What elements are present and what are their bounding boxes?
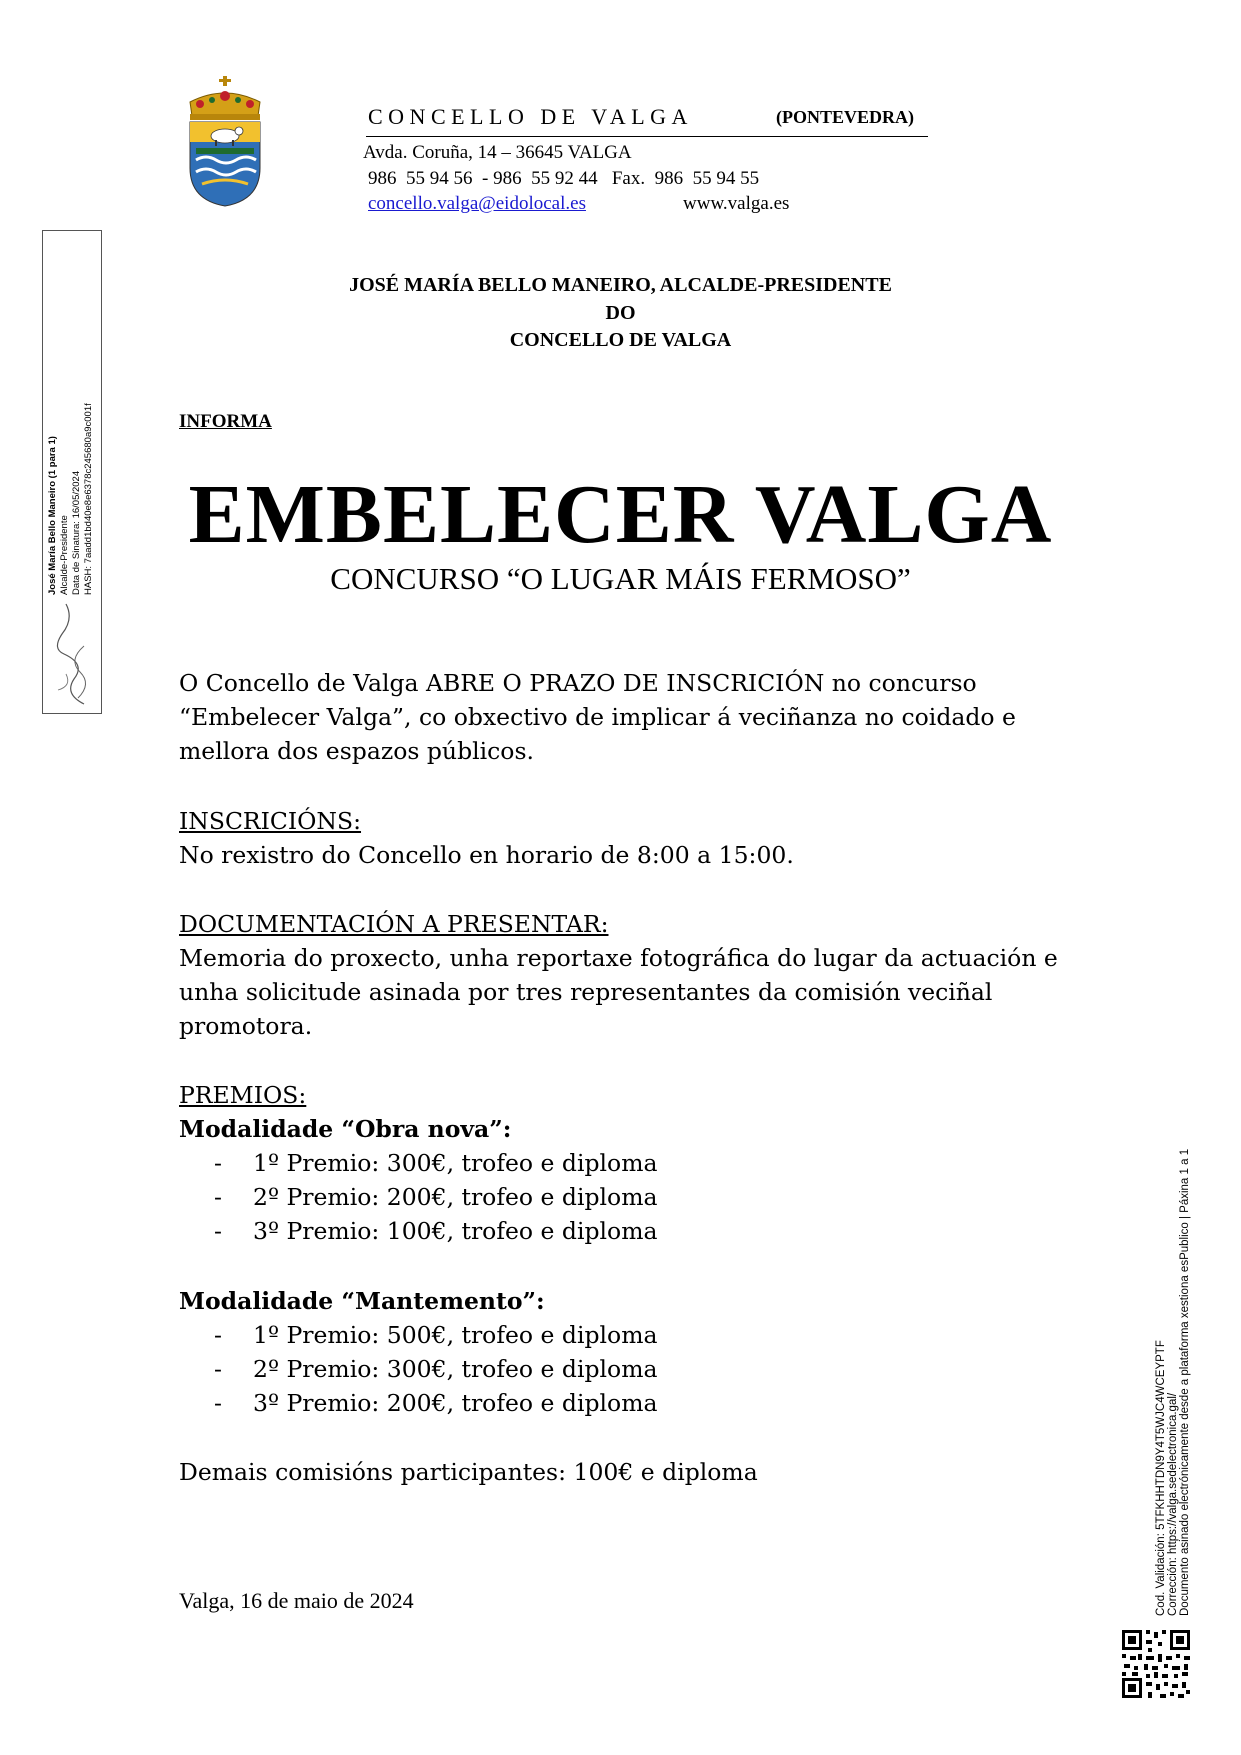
- documentacion-text: Memoria do proxecto, unha reportaxe fotográfica do lugar da actuación e unha solicitude asinada por tres representantes da comisión veciñal promotora.: [179, 944, 1058, 1040]
- list-item: - 2º Premio: 200€, trofeo e diploma: [214, 1183, 658, 1211]
- prize-text: 3º Premio: 200€, trofeo e diploma: [253, 1389, 658, 1417]
- alcalde-heading: JOSÉ MARÍA BELLO MANEIRO, ALCALDE-PRESIDENTE: [349, 274, 892, 296]
- qr-code-icon[interactable]: [1120, 1628, 1192, 1700]
- documentacion-heading: DOCUMENTACIÓN A PRESENTAR:: [179, 910, 609, 938]
- place-date: Valga, 16 de maio de 2024: [179, 1588, 414, 1613]
- prize-text: 2º Premio: 300€, trofeo e diploma: [253, 1355, 658, 1383]
- premios-heading: PREMIOS:: [179, 1081, 307, 1109]
- signature-hash: HASH: 7aadd1bd40e8e6378c245680a9c001f: [83, 403, 94, 595]
- verification-url: Corrección: https://valga.sedelectronica.gal/: [1167, 1392, 1179, 1616]
- list-item: - 2º Premio: 300€, trofeo e diploma: [214, 1355, 658, 1383]
- demais-comisions-text: Demais comisións participantes: 100€ e diploma: [179, 1458, 758, 1486]
- list-item: - 1º Premio: 500€, trofeo e diploma: [214, 1321, 658, 1349]
- website: www.valga.es: [683, 193, 790, 214]
- signer-name: José María Bello Maneiro (1 para 1): [47, 436, 58, 595]
- validation-code: Cod. Validación: 5TFKHHTDN9Y4T5WJC4WCEYPTF: [1155, 1340, 1167, 1616]
- alcalde-do: DO: [605, 302, 636, 324]
- list-item: - 1º Premio: 300€, trofeo e diploma: [214, 1149, 658, 1177]
- prize-text: 2º Premio: 200€, trofeo e diploma: [253, 1183, 658, 1211]
- page-subtitle: CONCURSO “O LUGAR MÁIS FERMOSO”: [330, 561, 911, 596]
- alcalde-concello: CONCELLO DE VALGA: [509, 329, 732, 351]
- page-title: EMBELECER VALGA: [188, 468, 1053, 561]
- validation-footer: Documento asinado electrónicamente desde a plataforma xestiona esPublico | Páxina 1 a 1: [1179, 1148, 1191, 1616]
- header-divider: [366, 136, 928, 137]
- prize-text: 1º Premio: 500€, trofeo e diploma: [253, 1321, 658, 1349]
- province: (PONTEVEDRA): [776, 107, 914, 127]
- modalidade-obra-nova-title: Modalidade “Obra nova”:: [179, 1115, 512, 1143]
- inscricions-heading: INSCRICIÓNS:: [179, 807, 362, 835]
- coat-of-arms-logo: [182, 76, 268, 208]
- informa-label: INFORMA: [179, 411, 272, 432]
- modalidade-mantemento-title: Modalidade “Mantemento”:: [179, 1287, 545, 1315]
- phone-numbers: 986 55 94 56 - 986 55 92 44 Fax. 986 55 94 55: [368, 168, 760, 189]
- signer-role: Alcalde-Presidente: [59, 515, 70, 595]
- address: Avda. Coruña, 14 – 36645 VALGA: [363, 142, 632, 163]
- handwritten-signature: [44, 594, 102, 712]
- intro-paragraph: O Concello de Valga ABRE O PRAZO DE INSCRICIÓN no concurso “Embelecer Valga”, co obxectivo de implicar á veciñanza no coidado e mellora dos espazos públicos.: [179, 669, 1016, 765]
- prize-text: 3º Premio: 100€, trofeo e diploma: [253, 1217, 658, 1245]
- org-name: CONCELLO DE VALGA: [368, 104, 693, 129]
- email-link[interactable]: concello.valga@eidolocal.es: [368, 193, 586, 214]
- prize-text: 1º Premio: 300€, trofeo e diploma: [253, 1149, 658, 1177]
- inscricions-text: No rexistro do Concello en horario de 8:00 a 15:00.: [179, 841, 794, 869]
- prize-list-mantemento: [214, 1318, 658, 1420]
- prize-list-obra-nova: [214, 1146, 658, 1248]
- list-item: - 3º Premio: 200€, trofeo e diploma: [214, 1389, 658, 1417]
- list-item: - 3º Premio: 100€, trofeo e diploma: [214, 1217, 658, 1245]
- signature-date: Data de Sinatura: 16/05/2024: [71, 470, 82, 595]
